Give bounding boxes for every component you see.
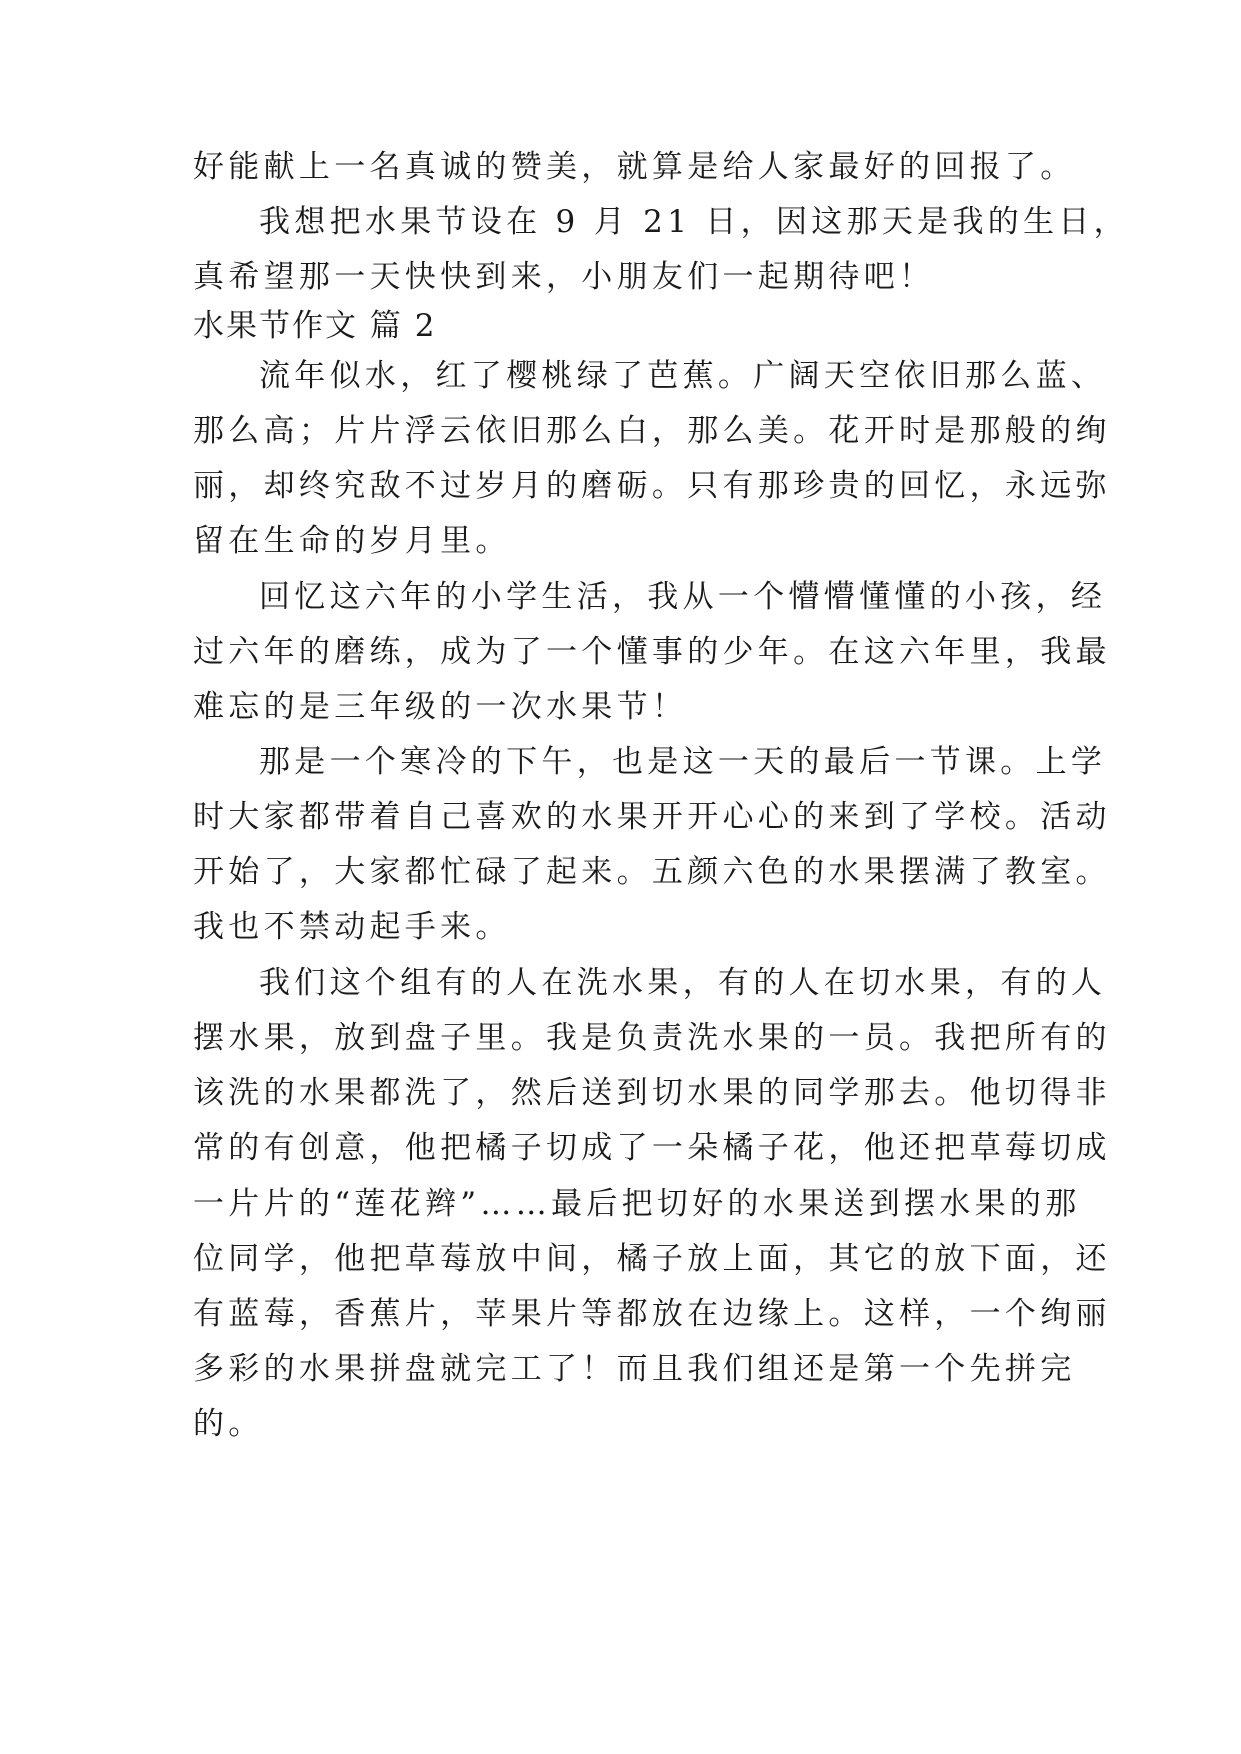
paragraph-line: 丽，却终究敌不过岁月的磨砺。只有那珍贵的回忆，永远弥 xyxy=(193,468,1111,504)
paragraph-line: 时大家都带着自己喜欢的水果开开心心的来到了学校。活动 xyxy=(193,799,1111,835)
paragraph-line: 我想把水果节设在 9 月 21 日，因这那天是我的生日， xyxy=(259,204,1129,240)
paragraph-line: 该洗的水果都洗了，然后送到切水果的同学那去。他切得非 xyxy=(193,1075,1111,1111)
paragraph-line: 我也不禁动起手来。 xyxy=(193,909,511,945)
paragraph-line: 难忘的是三年级的一次水果节！ xyxy=(193,689,688,725)
paragraph-line: 开始了，大家都忙碌了起来。五颜六色的水果摆满了教室。 xyxy=(193,854,1111,890)
paragraph-line: 的。 xyxy=(193,1406,264,1442)
section-heading: 水果节作文 篇 2 xyxy=(193,308,437,344)
paragraph-line: 留在生命的岁月里。 xyxy=(193,523,511,559)
paragraph-line: 多彩的水果拼盘就完工了！而且我们组还是第一个先拼完 xyxy=(193,1351,1076,1387)
paragraph-line: 常的有创意，他把橘子切成了一朵橘子花，他还把草莓切成 xyxy=(193,1130,1111,1166)
paragraph-line: 我们这个组有的人在洗水果，有的人在切水果，有的人 xyxy=(259,965,1107,1001)
paragraph-line: 摆水果，放到盘子里。我是负责洗水果的一员。我把所有的 xyxy=(193,1020,1111,1056)
paragraph-line: 过六年的磨练，成为了一个懂事的少年。在这六年里，我最 xyxy=(193,634,1111,670)
paragraph-line: 那么高；片片浮云依旧那么白，那么美。花开时是那般的绚 xyxy=(193,413,1111,449)
paragraph-line: 有蓝莓，香蕉片，苹果片等都放在边缘上。这样，一个绚丽 xyxy=(193,1296,1111,1332)
paragraph-line: 那是一个寒冷的下午，也是这一天的最后一节课。上学 xyxy=(259,744,1107,780)
paragraph-line: 好能献上一名真诚的赞美，就算是给人家最好的回报了。 xyxy=(193,149,1076,185)
paragraph-line: 位同学，他把草莓放中间，橘子放上面，其它的放下面，还 xyxy=(193,1241,1111,1277)
paragraph-line: 一片片的“莲花辫”……最后把切好的水果送到摆水果的那 xyxy=(193,1186,1081,1222)
paragraph-line: 流年似水，红了樱桃绿了芭蕉。广阔天空依旧那么蓝、 xyxy=(259,358,1107,394)
paragraph-line: 回忆这六年的小学生活，我从一个懵懵懂懂的小孩，经 xyxy=(259,579,1107,615)
paragraph-line: 真希望那一天快快到来，小朋友们一起期待吧！ xyxy=(193,259,935,295)
